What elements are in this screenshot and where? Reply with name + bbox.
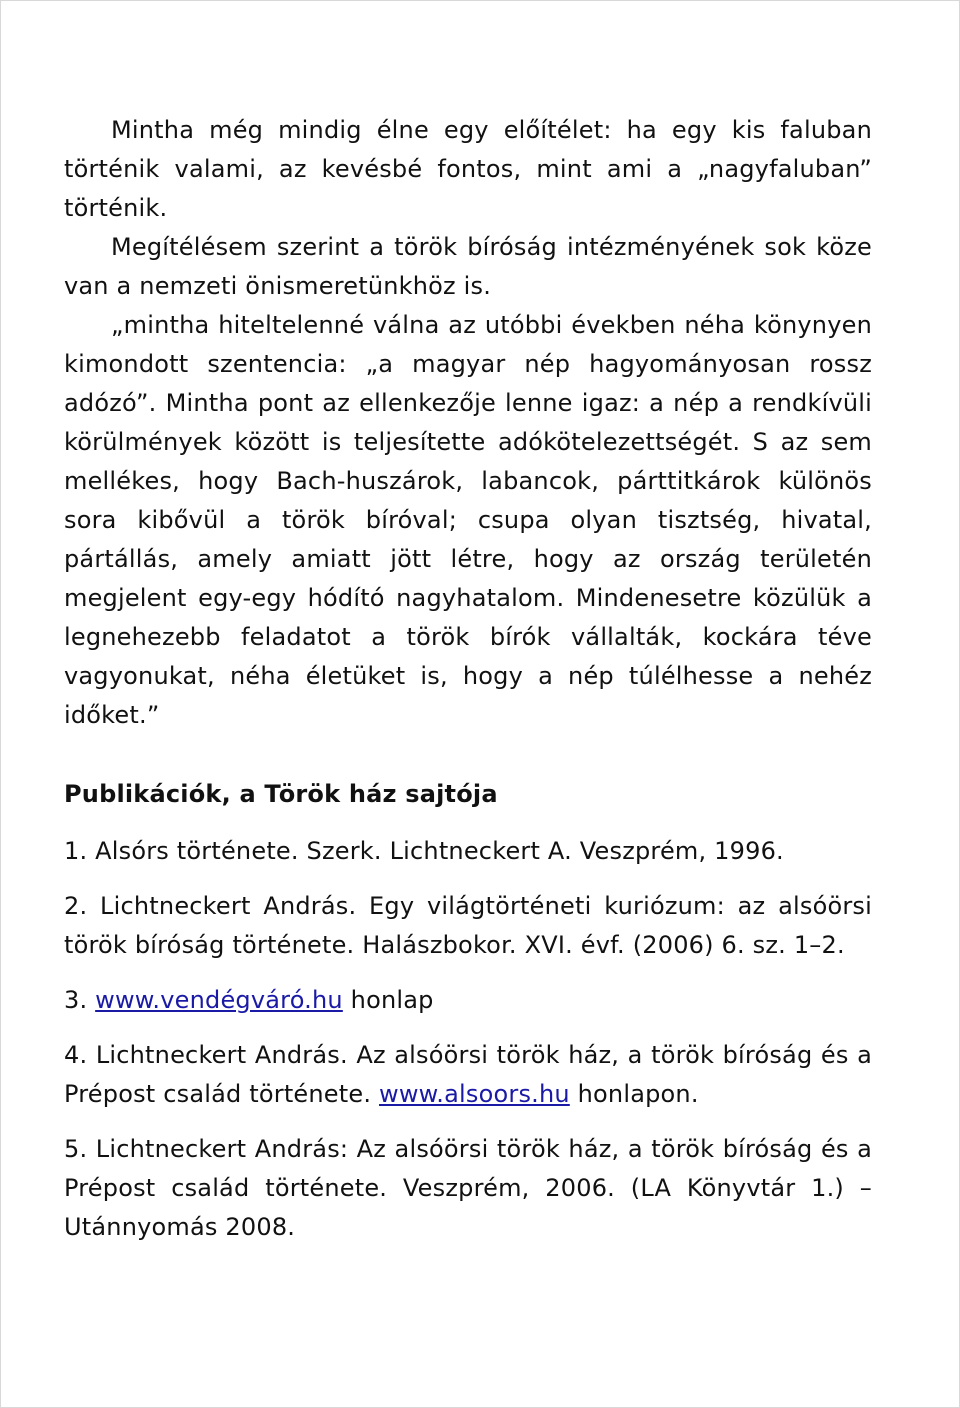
paragraph-self-knowledge: Megítélésem szerint a török bíróság intézményének sok köze van a nemzeti önismeretünkhöz is. bbox=[64, 233, 872, 300]
publication-item-4-prefix: 4. Lichtneckert András. Az alsóörsi török ház, a török bíróság és a Prépost család története. bbox=[64, 1041, 872, 1108]
publication-item-3-suffix: honlap bbox=[342, 986, 434, 1014]
publication-item-5: 5. Lichtneckert András: Az alsóörsi török ház, a török bíróság és a Prépost család története. Veszprém, 2006. (LA Könyvtár 1.) – Utánnyomás 2008. bbox=[64, 1135, 872, 1241]
publication-item-2: 2. Lichtneckert András. Egy világtörténeti kuriózum: az alsóörsi török bíróság története. Halászbokor. XVI. évf. (2006) 6. sz. 1–2. bbox=[64, 892, 872, 959]
paragraph-prejudice: Mintha még mindig élne egy előítélet: ha egy kis faluban történik valami, az kevésbé fontos, mint ami a „nagyfaluban” történik. bbox=[64, 116, 872, 222]
paragraph-quotation: „mintha hiteltelenné válna az utóbbi években néha könynyen kimondott szentencia: „a magyar nép hagyományosan rossz adózó”. Mintha pont az ellenkezője lenne igaz: a nép a rendkívüli körülmények között is teljesítette adókötelezettségét. S az sem mellékes, hogy Bach-huszárok, labancok, párttitkárok különös sora kibővül a török bíróval; csupa olyan tisztség, hivatal, pártállás, amely amiatt jött létre, hogy az ország területén megjelent egy-egy hódító nagyhatalom. Mindenesetre közülük a legnehezebb feladatot a török bírók vállalták, kockára téve vagyonukat, néha életüket is, hogy a nép túlélhesse a nehéz időket.” bbox=[64, 311, 872, 729]
publication-item-1: 1. Alsórs története. Szerk. Lichtneckert A. Veszprém, 1996. bbox=[64, 837, 784, 865]
vendegvaro-link[interactable]: www.vendégváró.hu bbox=[95, 986, 343, 1014]
publication-item-4-suffix: honlapon. bbox=[569, 1080, 699, 1108]
alsoors-link[interactable]: www.alsoors.hu bbox=[379, 1080, 570, 1108]
publication-item-4 bbox=[64, 1036, 872, 1114]
publication-item-3-prefix: 3. bbox=[64, 986, 96, 1014]
publication-item-3 bbox=[64, 981, 872, 1020]
publications-list bbox=[64, 832, 872, 1247]
publications-heading: Publikációk, a Török ház sajtója bbox=[64, 780, 498, 808]
page-content bbox=[64, 111, 872, 1263]
